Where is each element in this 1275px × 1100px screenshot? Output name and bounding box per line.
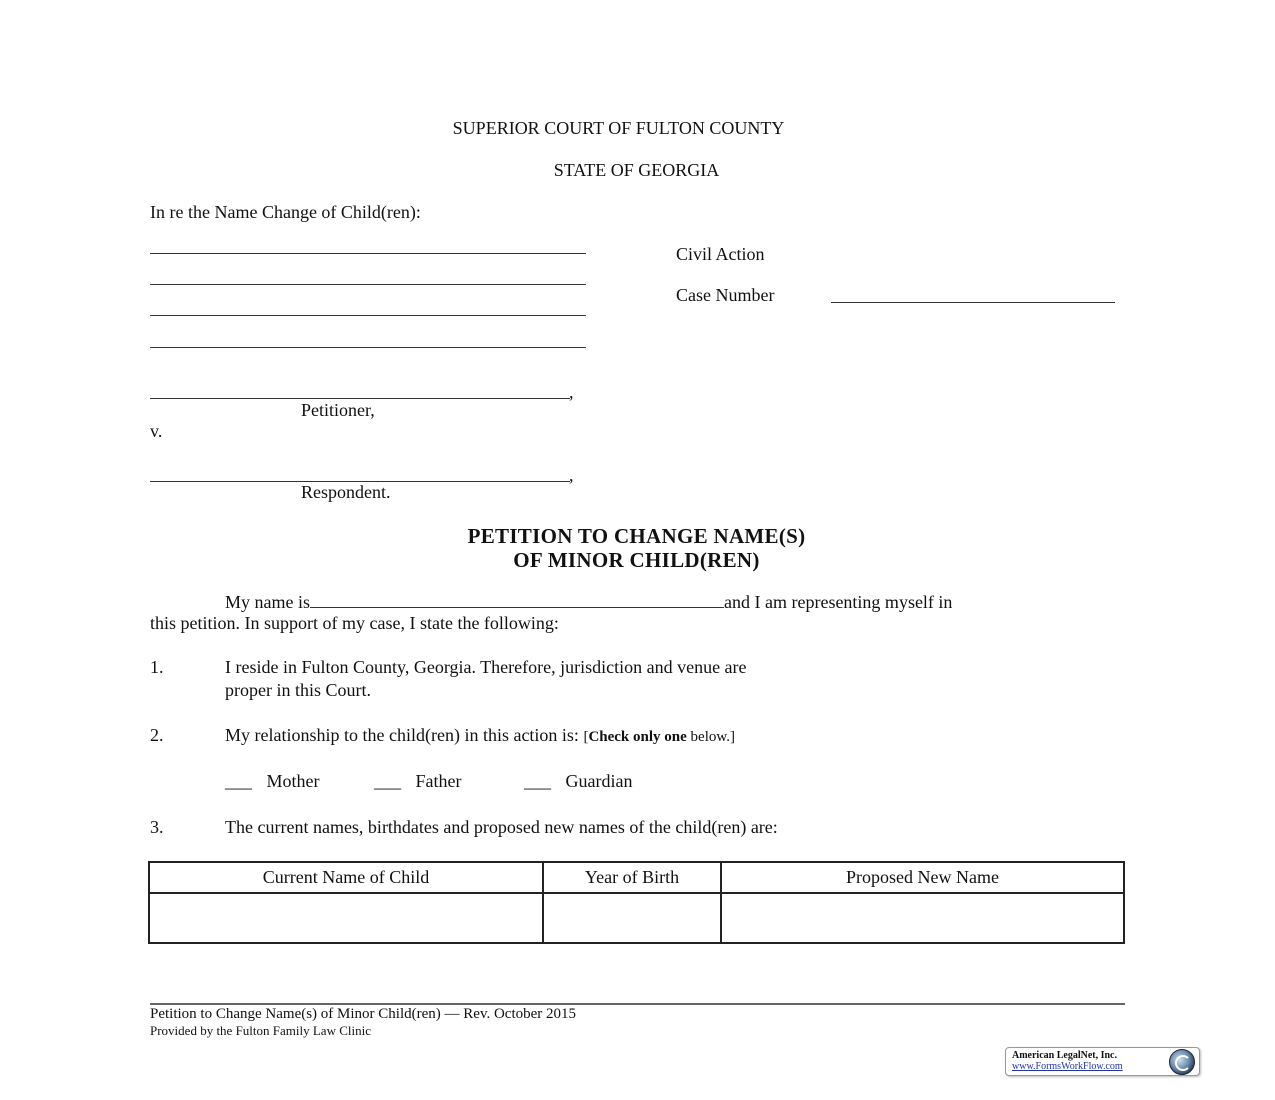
footer-provider: Provided by the Fulton Family Law Clinic	[150, 1023, 371, 1038]
column-year-of-birth: Year of Birth	[543, 862, 721, 893]
intro-line-2: this petition. In support of my case, I state the following:	[150, 613, 559, 633]
instruction-emphasis: Check only one	[588, 729, 687, 745]
court-name: SUPERIOR COURT OF FULTON COUNTY	[452, 118, 785, 138]
instruction-open-bracket: [	[583, 729, 589, 745]
cell-proposed-name[interactable]	[721, 893, 1124, 943]
mother-label: Mother	[266, 771, 320, 791]
child-name-blank-3[interactable]	[150, 315, 586, 316]
guardian-label: Guardian	[565, 771, 633, 791]
child-name-blank-2[interactable]	[150, 284, 586, 285]
case-number-blank[interactable]	[831, 302, 1115, 303]
petitioner-label: Petitioner,	[301, 400, 375, 420]
column-current-name: Current Name of Child	[149, 862, 543, 893]
cell-current-name[interactable]	[149, 893, 543, 943]
column-proposed-name: Proposed New Name	[721, 862, 1124, 893]
intro-prefix: My name is	[225, 592, 310, 612]
item-2-instruction	[583, 729, 735, 745]
document-title-line-2: OF MINOR CHILD(REN)	[513, 548, 760, 572]
item-2-number: 2.	[150, 725, 164, 745]
legalnet-badge[interactable]	[1005, 1047, 1200, 1076]
children-table	[148, 861, 1125, 944]
item-3-number: 3.	[150, 817, 164, 837]
case-number-label: Case Number	[676, 285, 775, 305]
guardian-check-blank[interactable]: ___	[524, 771, 551, 791]
globe-logo-icon	[1169, 1049, 1195, 1075]
in-re-caption: In re the Name Change of Child(ren):	[150, 202, 421, 222]
child-name-blank-1[interactable]	[150, 253, 586, 254]
petitioner-comma: ,	[569, 382, 574, 402]
petitioner-own-name-blank[interactable]	[310, 592, 724, 608]
intro-line-1	[225, 592, 952, 613]
respondent-label: Respondent.	[301, 482, 391, 502]
father-label: Father	[415, 771, 462, 791]
instruction-rest: below.]	[686, 729, 735, 745]
civil-action-label: Civil Action	[676, 244, 765, 264]
respondent-comma: ,	[569, 465, 574, 485]
badge-company: American LegalNet, Inc.	[1012, 1050, 1117, 1061]
item-2-question: My relationship to the child(ren) in this action is:	[225, 725, 579, 745]
relationship-option-mother[interactable]	[225, 771, 320, 792]
father-check-blank[interactable]: ___	[374, 771, 401, 791]
table-header-row	[149, 862, 1124, 893]
relationship-option-guardian[interactable]	[524, 771, 632, 792]
item-1-text-line-2: proper in this Court.	[225, 680, 371, 700]
footer-divider	[150, 1003, 1125, 1005]
versus-label: v.	[150, 421, 163, 441]
item-3-text: The current names, birthdates and proposed new names of the child(ren) are:	[225, 817, 778, 837]
intro-suffix: and I am representing myself in	[724, 592, 953, 612]
document-title-line-1: PETITION TO CHANGE NAME(S)	[467, 524, 806, 548]
relationship-option-father[interactable]	[374, 771, 461, 792]
item-1-text-line-1: I reside in Fulton County, Georgia. Therefore, jurisdiction and venue are	[225, 657, 747, 677]
mother-check-blank[interactable]: ___	[225, 771, 252, 791]
item-1-number: 1.	[150, 657, 164, 677]
badge-url-link[interactable]: www.FormsWorkFlow.com	[1012, 1061, 1123, 1072]
footer-form-title: Petition to Change Name(s) of Minor Child(ren) — Rev. October 2015	[150, 1006, 577, 1022]
state-name: STATE OF GEORGIA	[553, 160, 720, 180]
table-row	[149, 893, 1124, 943]
child-name-blank-4[interactable]	[150, 347, 586, 348]
item-2-text	[225, 725, 735, 746]
petitioner-name-blank[interactable]	[150, 398, 570, 399]
cell-year-of-birth[interactable]	[543, 893, 721, 943]
